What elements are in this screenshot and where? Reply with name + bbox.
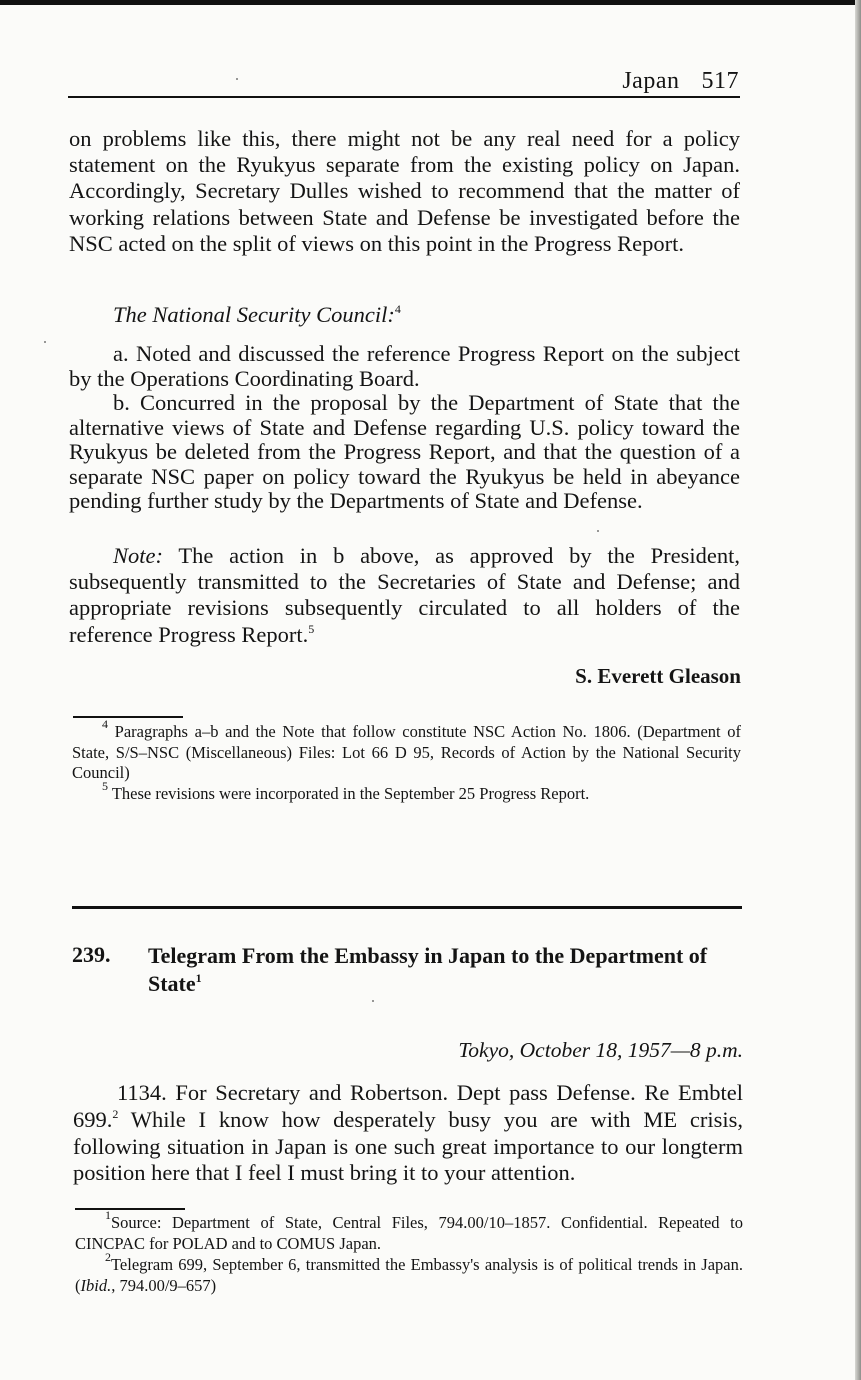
action-b: b. Concurred in the proposal by the Department of State that the alternative views of State and Defense regarding U.S. policy toward the Ryukyus be deleted from the Progress Report, and that the question of a separate NSC paper on policy toward the Ryukyus be held in abeyance pending further study by the Departments of State and Defense. bbox=[69, 390, 740, 513]
footnote-ref-4: 4 bbox=[394, 302, 401, 316]
speck bbox=[372, 1000, 374, 1002]
telegram-body: 1134. For Secretary and Robertson. Dept pass Defense. Re Embtel 699.$^2$ While I know how desperately busy you are with ME crisis, following situation in Japan is one such great importance to our longterm position here that I feel I must bring it to your attention. bbox=[73, 1080, 743, 1186]
action-a: a. Noted and discussed the reference Progress Report on the subject by the Operations Coordinating Board. bbox=[69, 341, 740, 391]
footnote-separator bbox=[73, 716, 183, 718]
footnote-4: $^4$ Paragraphs a–b and the Note that follow constitute NSC Action No. 1806. (Department of State, S/S–NSC (Miscellaneous) Files: Lot 66 D 95, Records of Action by the National Security Council) bbox=[72, 717, 742, 782]
footnote-ref-2: 2 bbox=[112, 1106, 119, 1121]
page-top-edge bbox=[0, 0, 861, 5]
running-header bbox=[622, 68, 739, 95]
speck bbox=[44, 341, 46, 343]
footnote-1: $^1$Source: Department of State, Central Files, 794.00/10–1857. Confidential. Repeated to CINCPAC for POLAD and to COMUS Japan. bbox=[75, 1208, 743, 1253]
header-section: Japan bbox=[622, 68, 680, 94]
document-number: 239. bbox=[72, 942, 111, 967]
nsc-heading: The National Security Council:$^4$ bbox=[113, 302, 401, 327]
section-divider bbox=[72, 906, 742, 909]
speck bbox=[236, 78, 238, 80]
page-number: 517 bbox=[701, 68, 739, 94]
header-rule bbox=[68, 96, 740, 98]
footnote-ref-5: 5 bbox=[308, 621, 315, 636]
note-paragraph: Note: The action in b above, as approved by the President, subsequently transmitted to the Secretaries of State and Defense; and appropriate revisions subsequently circulated to all holders of the reference Progress Report.$^5$ bbox=[69, 543, 740, 647]
dateline: Tokyo, October 18, 1957—8 p.m. bbox=[458, 1038, 743, 1062]
footnote-5: $^5$ These revisions were incorporated in the September 25 Progress Report. bbox=[102, 779, 590, 803]
footnote-2: $^2$Telegram 699, September 6, transmitted the Embassy's analysis is of political trends in Japan. (Ibid., 794.00/9–657) bbox=[75, 1250, 743, 1295]
note-label: Note: bbox=[113, 543, 163, 568]
footnote-ref-1: 1 bbox=[195, 971, 202, 985]
footnote-separator-bottom bbox=[75, 1208, 185, 1210]
signature: S. Everett Gleason bbox=[575, 664, 741, 688]
page-binding-edge bbox=[855, 0, 861, 1380]
continuation-paragraph: on problems like this, there might not be any real need for a policy statement on the Ryukyus separate from the existing policy on Japan. Accordingly, Secretary Dulles wished to recommend that the matter of working relations between State and Defense be investigated before the NSC acted on the split of views on this point in the Progress Report. bbox=[69, 126, 740, 256]
document-title: Telegram From the Embassy in Japan to the Department of State$^1$ bbox=[148, 943, 708, 996]
speck bbox=[597, 530, 599, 532]
